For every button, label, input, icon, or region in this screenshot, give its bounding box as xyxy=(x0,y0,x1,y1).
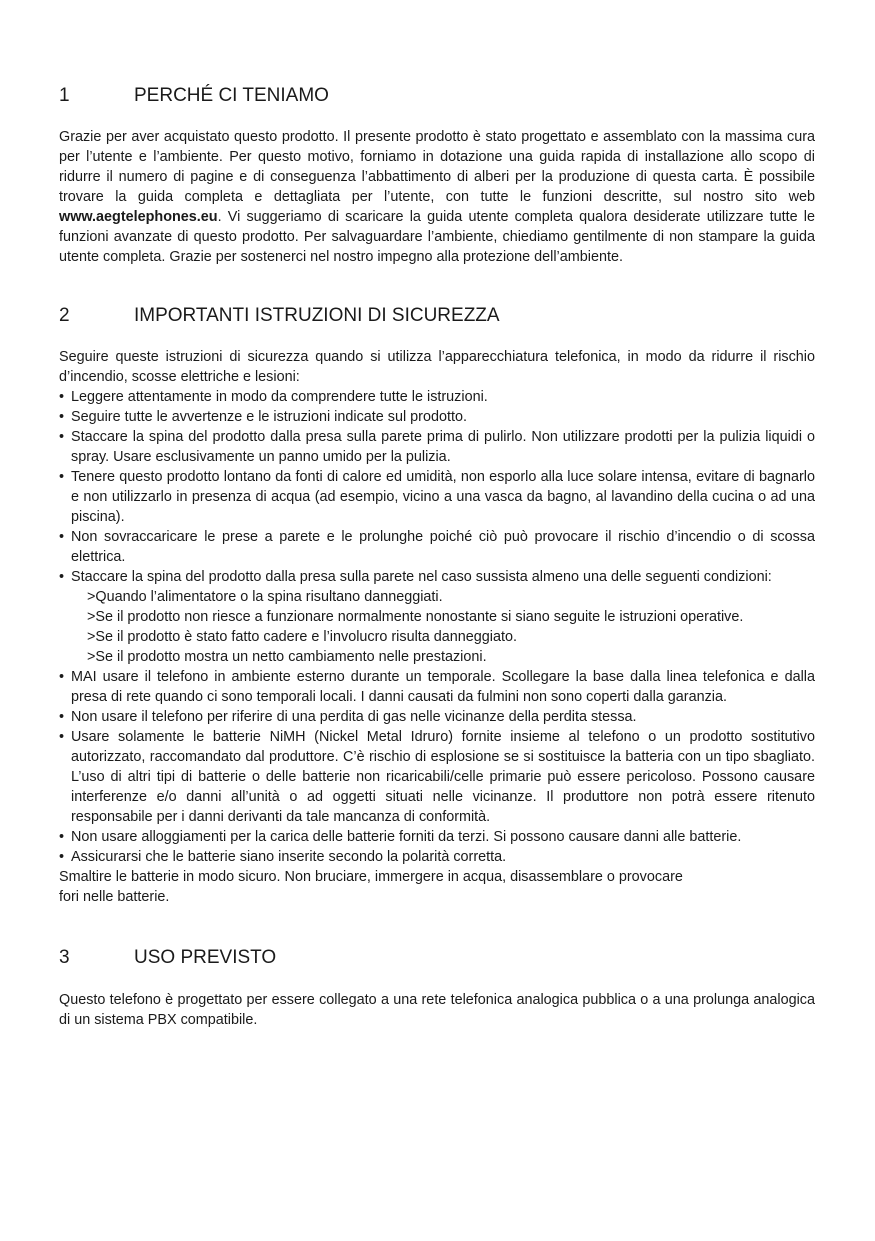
section-number: 2 xyxy=(59,305,70,326)
bullet-icon: • xyxy=(59,569,65,585)
paragraph-text: . Vi suggeriamo di scaricare la guida utente completa qualora desiderate utilizzare tutte le funzioni avanzate di questo prodotto. Per salvaguardare l’ambiente, chiediamo gentilmente di non stampare la guida utente completa. Grazie per sostenerci nel nostro impegno alla protezione dell’ambiente. xyxy=(59,209,815,265)
list-item: • Assicurarsi che le batterie siano inserite secondo la polarità corretta. xyxy=(59,849,507,865)
document-page xyxy=(59,82,815,1030)
safety-intro: Seguire queste istruzioni di sicurezza quando si utilizza l’apparecchiatura telefonica, in modo da ridurre il rischio d’incendio, scosse elettriche e lesioni: xyxy=(59,349,815,385)
section-1-paragraph xyxy=(59,127,815,267)
section-title: USO PREVISTO xyxy=(134,947,277,968)
condition-item: >Se il prodotto mostra un netto cambiamento nelle prestazioni. xyxy=(87,649,487,665)
list-item: • Tenere questo prodotto lontano da fonti di calore ed umidità, non esporlo alla luce solare intensa, evitare di bagnarlo e non utilizzarlo in presenza di acqua (ad esempio, vicino a una vasca da bagno, al lavandino della cucina o ad una piscina). xyxy=(59,469,815,525)
bullet-icon: • xyxy=(59,429,65,445)
bullet-icon: • xyxy=(59,849,65,865)
condition-item: >Quando l’alimentatore o la spina risultano danneggiati. xyxy=(87,589,443,605)
section-title: PERCHÉ CI TENIAMO xyxy=(134,85,329,106)
paragraph-text: Grazie per aver acquistato questo prodotto. Il presente prodotto è stato progettato e assemblato con la massima cura per l’utente e l’ambiente. Per questo motivo, forniamo in dotazione una guida rapida di installazione allo scopo di ridurre il numero di pagine e di conseguenza l’abbattimento di alberi per la produzione di questa carta. È possibile trovare la guida completa e dettagliata per l’utente, con tutte le funzioni descritte, sul nostro sito web xyxy=(59,129,815,205)
bullet-icon: • xyxy=(59,669,65,685)
condition-item: >Se il prodotto non riesce a funzionare normalmente nonostante si siano seguite le istruzioni operative. xyxy=(87,609,744,625)
section-3-paragraph: Questo telefono è progettato per essere collegato a una rete telefonica analogica pubblica o a una prolunga analogica di un sistema PBX compatibile. xyxy=(59,992,815,1028)
bullet-icon: • xyxy=(59,469,65,485)
list-item: • Non usare il telefono per riferire di una perdita di gas nelle vicinanze della perdita stessa. xyxy=(59,709,637,725)
section-heading-1 xyxy=(59,82,815,110)
list-item: • Non usare alloggiamenti per la carica delle batterie forniti da terzi. Si possono causare danni alle batterie. xyxy=(59,829,742,845)
list-item: • Staccare la spina del prodotto dalla presa sulla parete prima di pulirlo. Non utilizzare prodotti per la pulizia liquidi o spray. Usare esclusivamente un panno umido per la pulizia. xyxy=(59,429,815,465)
list-item: • MAI usare il telefono in ambiente esterno durante un temporale. Scollegare la base dalla linea telefonica e dalla presa di rete quando ci sono temporali locali. I danni causati da fulmini non sono coperti dalla garanzia. xyxy=(59,669,815,705)
list-item: • Staccare la spina del prodotto dalla presa sulla parete nel caso sussista almeno una delle seguenti condizioni: >Quando l’alimentatore o la spina risultano danneggiati. >Se il prodotto non riesce a funzionare normalmente nonostante si siano seguite le istruzioni operative. >Se il prodotto è stato fatto cadere e l’involucro risulta danneggiato. >Se il prodotto mostra un netto cambiamento nelle prestazioni. xyxy=(59,567,815,667)
bullet-icon: • xyxy=(59,709,65,725)
website-link[interactable]: www.aegtelephones.eu xyxy=(59,209,218,225)
list-item: • Non sovraccaricare le prese a parete e le prolunghe poiché ciò può provocare il rischio d’incendio o di scossa elettrica. xyxy=(59,529,815,565)
bullet-icon: • xyxy=(59,729,65,745)
section-heading-3 xyxy=(59,944,815,972)
section-title: IMPORTANTI ISTRUZIONI DI SICUREZZA xyxy=(134,305,500,326)
section-number: 1 xyxy=(59,85,70,106)
bullet-icon: • xyxy=(59,409,65,425)
section-number: 3 xyxy=(59,947,70,968)
section-2-body xyxy=(59,347,815,907)
disposal-note xyxy=(59,867,815,907)
disposal-line: Smaltire le batterie in modo sicuro. Non bruciare, immergere in acqua, disassemblare o provocare xyxy=(59,869,683,885)
list-item: • Usare solamente le batterie NiMH (Nickel Metal Idruro) fornite insieme al telefono o un prodotto sostitutivo autorizzato, raccomandato dal produttore. C’è rischio di esplosione se si sostituisce la batteria con un tipo sbagliato. L’uso di altri tipi di batterie o delle batterie non ricaricabili/celle primarie può essere pericoloso. Possono causare interferenze e/o danni all’unità o ad oggetti situati nelle vicinanze. Il produttore non potrà essere ritenuto responsabile per i danni derivanti da tale mancanza di conformità. xyxy=(59,729,815,825)
list-item: • Seguire tutte le avvertenze e le istruzioni indicate sul prodotto. xyxy=(59,409,467,425)
section-heading-2 xyxy=(59,302,815,330)
bullet-icon: • xyxy=(59,829,65,845)
condition-item: >Se il prodotto è stato fatto cadere e l’involucro risulta danneggiato. xyxy=(87,629,517,645)
bullet-icon: • xyxy=(59,389,65,405)
disposal-line: fori nelle batterie. xyxy=(59,889,170,905)
bullet-icon: • xyxy=(59,529,65,545)
list-item: • Leggere attentamente in modo da comprendere tutte le istruzioni. xyxy=(59,389,488,405)
